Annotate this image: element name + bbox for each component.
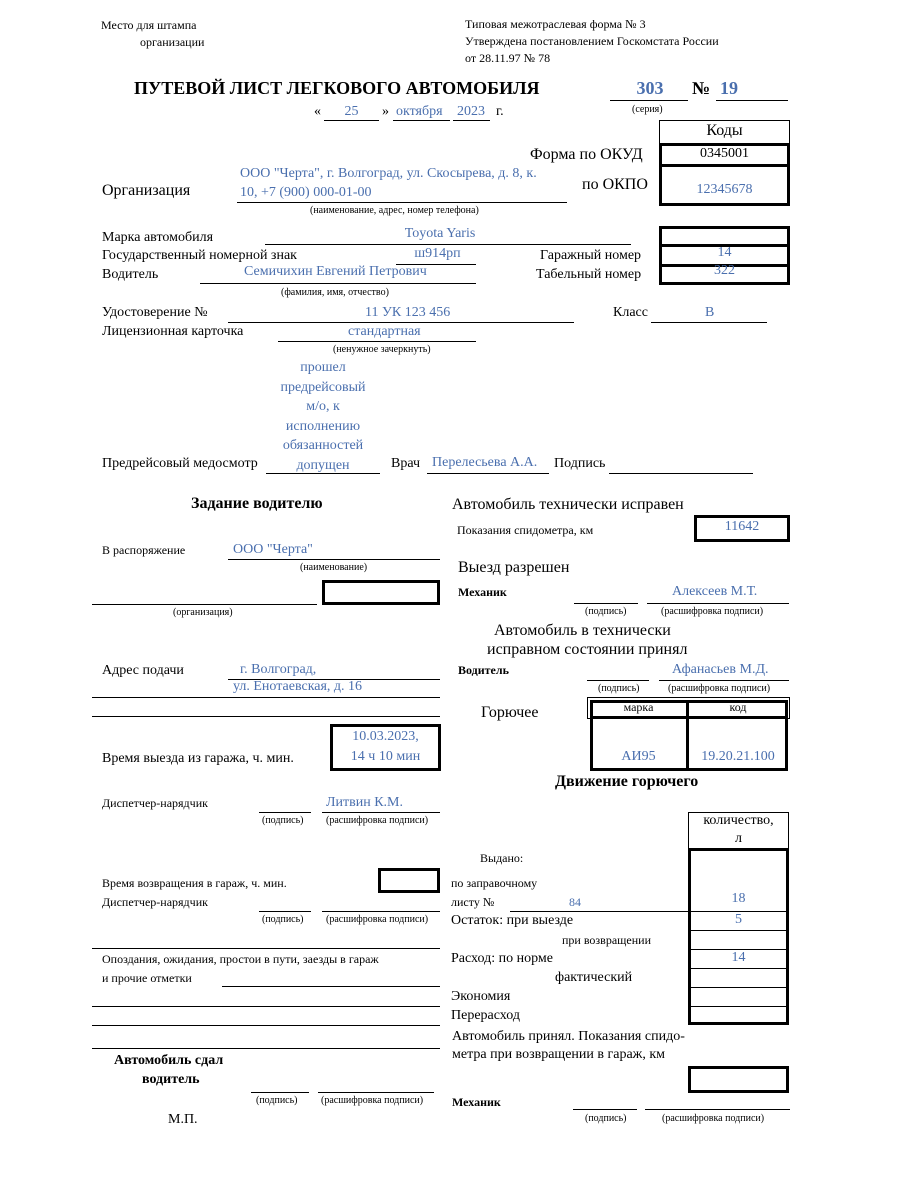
exit-allowed-label: Выезд разрешен (458, 559, 570, 576)
depart-time-line2: 14 ч 10 мин (350, 749, 421, 764)
station-line2: листу № (451, 895, 495, 909)
stamp-place-label: Место для штампа (101, 18, 197, 32)
card-label: Лицензионная карточка (102, 324, 244, 339)
fuel-movement-title: Движение горючего (555, 773, 699, 790)
issued-label: Выдано: (480, 851, 524, 865)
okpo-label: по ОКПО (582, 176, 648, 193)
dispatcher-label: Диспетчер-нарядчик (102, 796, 208, 810)
okud-value: 0345001 (700, 146, 749, 161)
tech-accepted-line1: Автомобиль в технически (494, 622, 671, 639)
disposal-value: ООО "Черта" (233, 542, 313, 557)
form-type-label: Типовая межотраслевая форма № 3 (465, 17, 646, 31)
handed-sign-caption: (подпись) (256, 1095, 298, 1106)
tech-driver-decode-caption: (расшифровка подписи) (668, 683, 771, 694)
plate-label: Государственный номерной знак (102, 248, 297, 263)
handed-line2: водитель (142, 1072, 200, 1087)
driver-label: Водитель (102, 267, 159, 282)
usage-actual-label: фактический (555, 970, 633, 985)
class-label: Класс (613, 305, 648, 320)
tech-mechanic-decode-caption: (расшифровка подписи) (661, 606, 764, 617)
number-sign: № (692, 78, 711, 98)
garage-value: 14 (717, 245, 732, 260)
address-line2: ул. Енотаевская, д. 16 (233, 679, 363, 694)
stamp-org-label: организации (140, 35, 205, 49)
tab-label: Табельный номер (536, 267, 642, 282)
page-title: ПУТЕВОЙ ЛИСТ ЛЕГКОВОГО АВТОМОБИЛЯ (134, 78, 540, 98)
qty-header-line1: количество, (703, 813, 774, 828)
usage-norm-value: 14 (731, 950, 746, 965)
tech-mechanic-label: Механик (458, 585, 507, 599)
brand-label: Марка автомобиля (102, 230, 214, 245)
garage-label: Гаражный номер (540, 248, 642, 263)
tech-driver-sign-caption: (подпись) (598, 683, 640, 694)
handed-decode-caption: (расшифровка подписи) (321, 1095, 424, 1106)
depart-time-line1: 10.03.2023, (352, 729, 419, 744)
card-value: стандартная (348, 324, 421, 339)
dispatcher2-sign-caption: (подпись) (262, 914, 304, 925)
okpo-value: 12345678 (696, 182, 753, 197)
doctor-label: Врач (391, 456, 421, 471)
station-number: 84 (569, 895, 581, 909)
tech-ok-label: Автомобиль технически исправен (452, 496, 684, 513)
tech-accepted-line2: исправном состоянии принял (487, 641, 688, 658)
station-line1: по заправочному (451, 876, 538, 890)
fuel-accepted-line2: метра при возвращении в гараж, км (452, 1047, 666, 1062)
tech-driver-label: Водитель (458, 663, 509, 677)
stamp-mp: М.П. (168, 1112, 198, 1127)
doctor-value: Перелесьева А.А. (432, 455, 538, 470)
dispatcher2-label: Диспетчер-нарядчик (102, 895, 208, 909)
sign-label: Подпись (554, 456, 606, 471)
dispatcher-sign-caption: (подпись) (262, 815, 304, 826)
date-month: октября (396, 104, 443, 119)
series-value: 303 (636, 78, 664, 98)
remain-out-value: 5 (735, 912, 742, 927)
delays-label-line2: и прочие отметки (102, 971, 192, 985)
tech-mechanic-sign-caption: (подпись) (585, 606, 627, 617)
license-label: Удостоверение № (102, 305, 208, 320)
fuel-brand-header: марка (623, 700, 654, 714)
date-open-quote: « (314, 104, 321, 119)
fuel-brand-value: АИ95 (621, 749, 656, 764)
handed-line1: Автомобиль сдал (114, 1053, 224, 1068)
plate-value: ш914рп (414, 246, 461, 261)
tech-driver-value: Афанасьев М.Д. (672, 662, 769, 677)
org-caption: (организация) (173, 607, 233, 618)
organization-value-line2: 10, +7 (900) 000-01-00 (240, 185, 372, 200)
tab-value: 322 (714, 263, 735, 278)
date-close-quote: » (382, 104, 389, 119)
address-line1: г. Волгоград, (240, 662, 317, 677)
fuel-accepted-line1: Автомобиль принял. Показания спидо- (452, 1029, 685, 1044)
driver-caption: (фамилия, имя, отчество) (281, 287, 389, 298)
class-value: B (705, 305, 715, 320)
codes-header: Коды (706, 122, 743, 139)
disposal-name-caption: (наименование) (300, 562, 368, 573)
remain-return-label: при возвращении (562, 933, 651, 947)
return-label: Время возвращения в гараж, ч. мин. (102, 876, 287, 890)
odometer-value: 11642 (724, 519, 760, 534)
dispatcher-decode-caption: (расшифровка подписи) (326, 815, 429, 826)
usage-label: Расход: по норме (451, 951, 553, 966)
license-value: 11 УК 123 456 (365, 305, 451, 320)
driver-value: Семичихин Евгений Петрович (244, 264, 427, 279)
date-suffix: г. (496, 104, 504, 119)
fuel-mechanic-label: Механик (452, 1095, 501, 1109)
overuse-label: Перерасход (451, 1008, 520, 1023)
issued-qty: 18 (731, 891, 746, 906)
date-day: 25 (344, 104, 359, 119)
economy-label: Экономия (451, 989, 511, 1004)
organization-caption: (наименование, адрес, номер телефона) (310, 205, 479, 216)
remain-label: Остаток: при выезде (451, 913, 574, 928)
fuel-label: Горючее (481, 704, 539, 721)
dispatcher2-decode-caption: (расшифровка подписи) (326, 914, 429, 925)
delays-label-line1: Опоздания, ожидания, простои в пути, заезды в гараж (102, 952, 379, 966)
fuel-code-header: код (729, 700, 747, 714)
number-value: 19 (720, 78, 738, 98)
approved-date-label: от 28.11.97 № 78 (465, 51, 551, 65)
address-label: Адрес подачи (102, 663, 184, 678)
fuel-mechanic-decode-caption: (расшифровка подписи) (662, 1113, 765, 1124)
disposal-label: В распоряжение (102, 543, 186, 557)
odometer-label: Показания спидометра, км (457, 523, 594, 537)
task-title: Задание водителю (191, 495, 323, 512)
date-year: 2023 (457, 104, 485, 119)
depart-label: Время выезда из гаража, ч. мин. (102, 751, 294, 766)
medical-label: Предрейсовый медосмотр (102, 456, 258, 471)
approved-by-label: Утверждена постановлением Госкомстата России (465, 34, 719, 48)
fuel-code-value: 19.20.21.100 (701, 749, 775, 764)
fuel-mechanic-sign-caption: (подпись) (585, 1113, 627, 1124)
card-caption: (ненужное зачеркнуть) (333, 344, 431, 355)
okud-label: Форма по ОКУД (530, 146, 643, 163)
organization-value-line1: ООО "Черта", г. Волгоград, ул. Скосырева, д. 8, к. (240, 166, 537, 181)
dispatcher-value: Литвин К.М. (326, 795, 403, 810)
tech-mechanic-value: Алексеев М.Т. (672, 584, 758, 599)
brand-value: Toyota Yaris (404, 226, 476, 241)
organization-label: Организация (102, 182, 191, 199)
series-caption: (серия) (632, 104, 663, 115)
qty-header-line2: л (735, 831, 742, 846)
medical-value: прошел предрейсовый м/о, к исполнению обязанностей допущен (280, 360, 366, 473)
